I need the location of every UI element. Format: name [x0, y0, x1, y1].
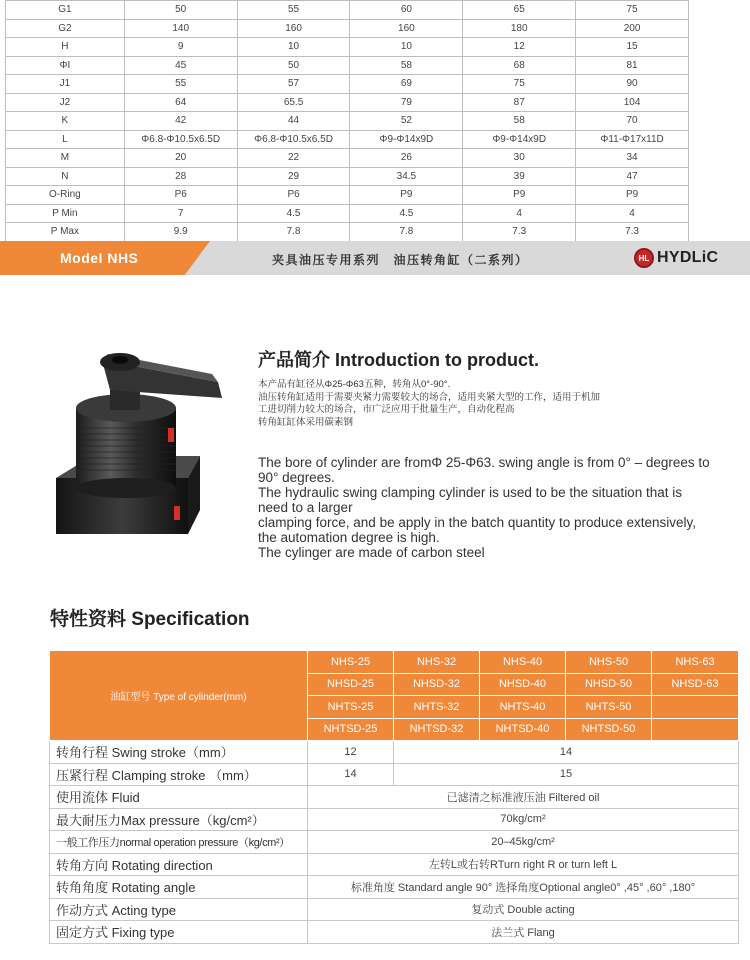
- swing-stroke-label: 转角行程 Swing stroke（mm）: [50, 741, 308, 764]
- model-title: Model NHS: [60, 250, 139, 266]
- intro-cn-line: 本产品有缸径从Φ25-Φ63五种，转角从0°-90°.: [258, 379, 451, 390]
- acting-type-label: 作动方式 Acting type: [50, 898, 308, 921]
- dimension-row: [6, 75, 689, 94]
- model-cell: NHS-40: [480, 651, 566, 674]
- max-pressure-label: 最大耐压力Max pressure（kg/cm²）: [50, 808, 308, 831]
- swing-stroke-value: 14: [394, 741, 739, 764]
- dimension-value: 58: [350, 56, 463, 75]
- intro-cn-line: 工进切削力较大的场合，市广泛应用于批量生产，自动化程高: [258, 404, 515, 415]
- dimension-value: 7.8: [237, 223, 350, 242]
- dimension-row: [6, 56, 689, 75]
- model-cell: NHTS-50: [566, 696, 652, 719]
- intro-title: 产品简介 Introduction to product.: [258, 350, 539, 370]
- model-cell: NHSD-32: [394, 673, 480, 696]
- fixing-type-label: 固定方式 Fixing type: [50, 921, 308, 944]
- dimension-value: 65.5: [237, 93, 350, 112]
- dimension-label: G2: [6, 19, 125, 38]
- model-cell: [652, 696, 739, 719]
- dimension-value: 87: [463, 93, 576, 112]
- dimension-row: [6, 93, 689, 112]
- swing-stroke-row: [50, 741, 739, 764]
- dimension-value: 7: [124, 204, 237, 223]
- fluid-value: 已滤清之标准液压油 Filtered oil: [308, 786, 739, 809]
- model-cell: NHS-50: [566, 651, 652, 674]
- dimension-value: 7.3: [576, 223, 689, 242]
- fluid-label: 使用流体 Fluid: [50, 786, 308, 809]
- dimension-value: 20: [124, 149, 237, 168]
- dimension-value: 160: [350, 19, 463, 38]
- rotating-direction-row: [50, 853, 739, 876]
- dimension-value: P9: [463, 186, 576, 205]
- dimension-value: 55: [237, 1, 350, 20]
- intro-en-line: The bore of cylinder are fromΦ 25-Φ63. swing angle is from 0° – degrees to: [258, 455, 710, 470]
- dimension-value: 4: [576, 204, 689, 223]
- dimension-value: Φ9-Φ14x9D: [350, 130, 463, 149]
- model-cell: NHS-25: [308, 651, 394, 674]
- fluid-row: [50, 786, 739, 809]
- dimension-value: 69: [350, 75, 463, 94]
- dimension-value: 104: [576, 93, 689, 112]
- spec-table: [49, 650, 739, 944]
- dimension-value: 15: [576, 38, 689, 57]
- dimension-value: Φ9-Φ14x9D: [463, 130, 576, 149]
- dimension-value: 70: [576, 112, 689, 131]
- dimension-label: P Max: [6, 223, 125, 242]
- dimension-value: 52: [350, 112, 463, 131]
- model-cell: NHSD-63: [652, 673, 739, 696]
- intro-english-text: [258, 455, 748, 560]
- dimension-row: [6, 1, 689, 20]
- dimension-value: 29: [237, 167, 350, 186]
- dimension-value: 10: [237, 38, 350, 57]
- dimension-row: [6, 167, 689, 186]
- dimension-value: 28: [124, 167, 237, 186]
- model-cell: NHSD-40: [480, 673, 566, 696]
- dimension-value: P9: [576, 186, 689, 205]
- dimension-label: ΦI: [6, 56, 125, 75]
- dimension-value: 45: [124, 56, 237, 75]
- dimension-label: G1: [6, 1, 125, 20]
- normal-pressure-label: 一般工作压力normal operation pressure（kg/cm²）: [50, 831, 308, 854]
- dimension-row: [6, 186, 689, 205]
- dimension-label: M: [6, 149, 125, 168]
- model-cell: NHTSD-50: [566, 718, 652, 741]
- dimension-label: P Min: [6, 204, 125, 223]
- dimension-value: 34: [576, 149, 689, 168]
- dimension-value: 10: [350, 38, 463, 57]
- rotating-angle-row: [50, 876, 739, 899]
- logo-text: HYDLiC: [657, 249, 719, 266]
- dimension-value: 7.8: [350, 223, 463, 242]
- dimension-value: 57: [237, 75, 350, 94]
- normal-pressure-value: 20–45kg/cm²: [308, 831, 739, 854]
- dimension-value: 50: [237, 56, 350, 75]
- dimension-row: [6, 204, 689, 223]
- dimension-row: [6, 223, 689, 242]
- dimension-value: P6: [124, 186, 237, 205]
- max-pressure-row: [50, 808, 739, 831]
- dimension-value: 75: [576, 1, 689, 20]
- dimension-value: 64: [124, 93, 237, 112]
- dimension-value: 65: [463, 1, 576, 20]
- model-cell: NHSD-50: [566, 673, 652, 696]
- dimension-row: [6, 19, 689, 38]
- intro-chinese-text: [258, 379, 698, 429]
- dimension-value: 7.3: [463, 223, 576, 242]
- model-row: [50, 651, 739, 674]
- model-cell: NHS-63: [652, 651, 739, 674]
- dimension-value: 39: [463, 167, 576, 186]
- dimension-value: 9.9: [124, 223, 237, 242]
- clamping-stroke-value: 14: [308, 763, 394, 786]
- dimension-value: 79: [350, 93, 463, 112]
- fixing-type-value: 法兰式 Flang: [308, 921, 739, 944]
- model-cell: NHTSD-40: [480, 718, 566, 741]
- dimension-row: [6, 149, 689, 168]
- series-title: 夹具油压专用系列 油压转角缸（二系列）: [272, 253, 529, 267]
- dimension-value: 160: [237, 19, 350, 38]
- intro-en-line: 90° degrees.: [258, 470, 335, 485]
- dimension-value: 22: [237, 149, 350, 168]
- rotating-direction-label: 转角方向 Rotating direction: [50, 853, 308, 876]
- max-pressure-value: 70kg/cm²: [308, 808, 739, 831]
- model-cell: NHTS-25: [308, 696, 394, 719]
- dimension-value: 42: [124, 112, 237, 131]
- dimension-value: 4: [463, 204, 576, 223]
- model-cell: NHTS-32: [394, 696, 480, 719]
- dimension-row: [6, 112, 689, 131]
- dimension-value: 55: [124, 75, 237, 94]
- dimension-value: 50: [124, 1, 237, 20]
- fixing-type-row: [50, 921, 739, 944]
- spec-title: 特性资料 Specification: [50, 609, 250, 630]
- model-cell: NHS-32: [394, 651, 480, 674]
- dimension-row: [6, 130, 689, 149]
- dimension-table: [5, 0, 689, 242]
- dimension-row: [6, 38, 689, 57]
- intro-en-line: clamping force, and be apply in the batch quantity to produce extensively,: [258, 515, 697, 530]
- swing-cylinder-image: [50, 338, 250, 548]
- dimension-label: J1: [6, 75, 125, 94]
- intro-cn-line: 转角缸缸体采用碳素钢: [258, 416, 354, 428]
- dimension-value: 81: [576, 56, 689, 75]
- dimension-label: K: [6, 112, 125, 131]
- rotating-angle-label: 转角角度 Rotating angle: [50, 876, 308, 899]
- dimension-label: J2: [6, 93, 125, 112]
- dimension-value: 60: [350, 1, 463, 20]
- dimension-value: 75: [463, 75, 576, 94]
- dimension-value: Φ11-Φ17x11D: [576, 130, 689, 149]
- intro-cn-line: 油压转角缸适用于需要夹紧力需要较大的场合，适用夹紧大型的工作，适用于机加: [258, 391, 601, 403]
- dimension-label: H: [6, 38, 125, 57]
- dimension-value: 200: [576, 19, 689, 38]
- dimension-label: N: [6, 167, 125, 186]
- type-of-cylinder-label: 油缸型号 Type of cylinder(mm): [50, 651, 308, 741]
- dimension-value: 47: [576, 167, 689, 186]
- dimension-value: Φ6.8-Φ10.5x6.5D: [237, 130, 350, 149]
- normal-pressure-row: [50, 831, 739, 854]
- intro-en-line: the automation degree is high.: [258, 530, 440, 545]
- dimension-value: P6: [237, 186, 350, 205]
- dimension-value: Φ6.8-Φ10.5x6.5D: [124, 130, 237, 149]
- intro-en-line: The hydraulic swing clamping cylinder is used to be the situation that is: [258, 485, 682, 500]
- dimension-value: 180: [463, 19, 576, 38]
- model-cell: NHSD-25: [308, 673, 394, 696]
- intro-en-line: The cylinger are made of carbon steel: [258, 545, 485, 560]
- model-banner: [0, 241, 750, 275]
- acting-type-row: [50, 898, 739, 921]
- dimension-value: 30: [463, 149, 576, 168]
- dimension-value: 26: [350, 149, 463, 168]
- dimension-value: 44: [237, 112, 350, 131]
- dimension-value: 90: [576, 75, 689, 94]
- dimension-value: 68: [463, 56, 576, 75]
- logo-icon: HL: [634, 248, 654, 268]
- dimension-value: 4.5: [237, 204, 350, 223]
- dimension-value: 58: [463, 112, 576, 131]
- clamping-stroke-label: 压紧行程 Clamping stroke （mm）: [50, 763, 308, 786]
- dimension-value: P9: [350, 186, 463, 205]
- model-cell: NHTSD-25: [308, 718, 394, 741]
- model-cell: NHTS-40: [480, 696, 566, 719]
- dimension-value: 140: [124, 19, 237, 38]
- dimension-value: 9: [124, 38, 237, 57]
- dimension-value: 34.5: [350, 167, 463, 186]
- rotating-angle-value: 标准角度 Standard angle 90° 选择角度Optional angle0° ,45° ,60° ,180°: [308, 876, 739, 899]
- dimension-value: 12: [463, 38, 576, 57]
- brand-logo: [634, 248, 718, 268]
- dimension-value: 4.5: [350, 204, 463, 223]
- acting-type-value: 复动式 Double acting: [308, 898, 739, 921]
- model-cell: [652, 718, 739, 741]
- model-cell: NHTSD-32: [394, 718, 480, 741]
- clamping-stroke-value: 15: [394, 763, 739, 786]
- dimension-label: O-Ring: [6, 186, 125, 205]
- clamping-stroke-row: [50, 763, 739, 786]
- dimension-label: L: [6, 130, 125, 149]
- intro-en-line: need to a larger: [258, 500, 353, 515]
- rotating-direction-value: 左转L或右转RTurn right R or turn left L: [308, 853, 739, 876]
- swing-stroke-value: 12: [308, 741, 394, 764]
